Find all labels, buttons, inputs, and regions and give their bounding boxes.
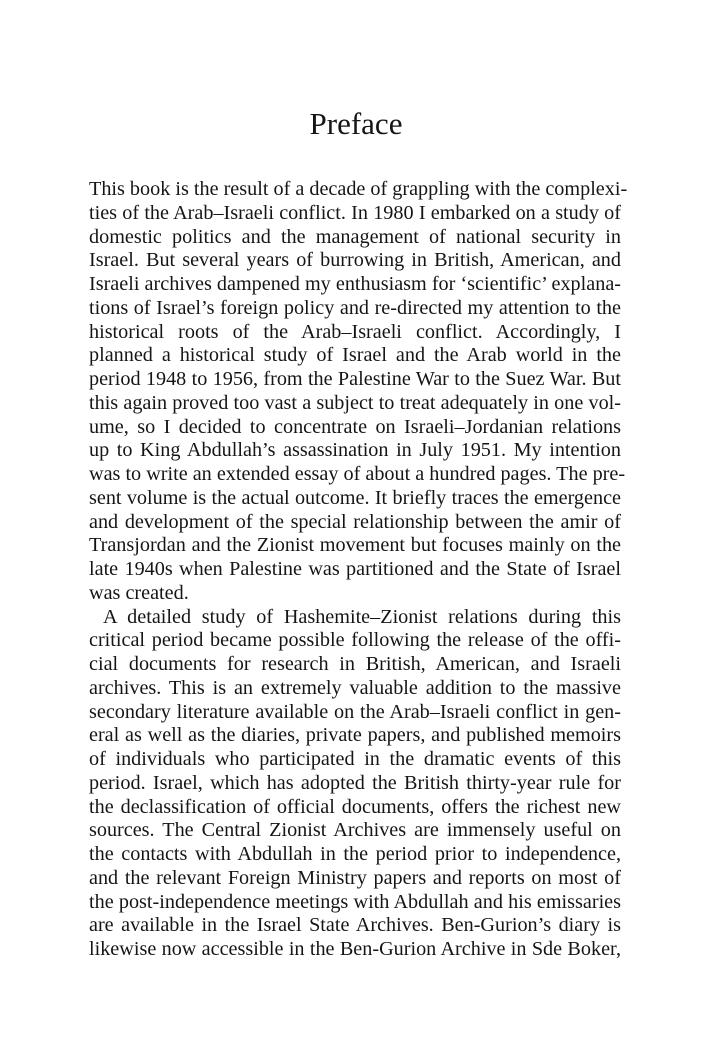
text-line: cial documents for research in British, American, and Israeli [89, 653, 621, 675]
text-line: Israel. But several years of burrowing in British, American, and [89, 249, 621, 272]
page-title: Preface [309, 106, 403, 141]
text-line: secondary literature available on the Arab–Israeli conflict in gen- [89, 700, 621, 723]
paragraph-2 [89, 606, 621, 962]
text-line: up to King Abdullah’s assassination in July 1951. My intention [89, 439, 621, 462]
text-line: eral as well as the diaries, private papers, and published memoirs [89, 724, 621, 747]
text-line: historical roots of the Arab–Israeli conflict. Accordingly, I [89, 320, 621, 343]
text-line: was created. [89, 581, 189, 604]
text-line: the post-independence meetings with Abdullah and his emissaries [89, 890, 621, 913]
text-line: ume, so I decided to concentrate on Israeli–Jordanian relations [89, 415, 621, 438]
text-line: and development of the special relationship between the amir of [89, 510, 621, 533]
text-line: this again proved too vast a subject to treat adequately in one vol- [89, 391, 621, 414]
preface-body [89, 178, 628, 962]
text-line: planned a historical study of Israel and the Arab world in the [89, 344, 621, 367]
text-line: critical period became possible following the release of the offi- [89, 629, 621, 652]
text-line: domestic politics and the management of national security in [89, 225, 621, 248]
text-line: period 1948 to 1956, from the Palestine War to the Suez War. But [89, 368, 621, 390]
text-line: are available in the Israel State Archives. Ben-Gurion’s diary is [89, 914, 621, 937]
text-line: likewise now accessible in the Ben-Gurion Archive in Sde Boker, [89, 938, 621, 960]
text-line: and the relevant Foreign Ministry papers and reports on most of [89, 866, 621, 889]
text-line: the declassification of official documents, offers the richest new [89, 795, 621, 818]
text-line: sent volume is the actual outcome. It briefly traces the emergence [89, 486, 621, 509]
text-line: This book is the result of a decade of grappling with the complexi- [89, 178, 628, 200]
text-line: archives. This is an extremely valuable addition to the massive [89, 676, 621, 699]
text-line: period. Israel, which has adopted the British thirty-year rule for [89, 771, 621, 794]
text-line: late 1940s when Palestine was partitioned and the State of Israel [89, 558, 621, 580]
text-line: Israeli archives dampened my enthusiasm for ‘scientific’ explana- [89, 273, 621, 295]
text-line: sources. The Central Zionist Archives are immensely useful on [89, 819, 621, 842]
paragraph-1 [89, 178, 628, 606]
text-line: tions of Israel’s foreign policy and re-directed my attention to the [89, 296, 621, 319]
text-line: A detailed study of Hashemite–Zionist relations during this [103, 605, 621, 628]
text-line: ties of the Arab–Israeli conflict. In 1980 I embarked on a study of [89, 201, 621, 224]
text-line: Transjordan and the Zionist movement but focuses mainly on the [89, 534, 621, 557]
text-line: of individuals who participated in the dramatic events of this [89, 748, 621, 770]
text-line: the contacts with Abdullah in the period prior to independence, [89, 843, 621, 865]
text-line: was to write an extended essay of about a hundred pages. The pre- [89, 463, 626, 485]
